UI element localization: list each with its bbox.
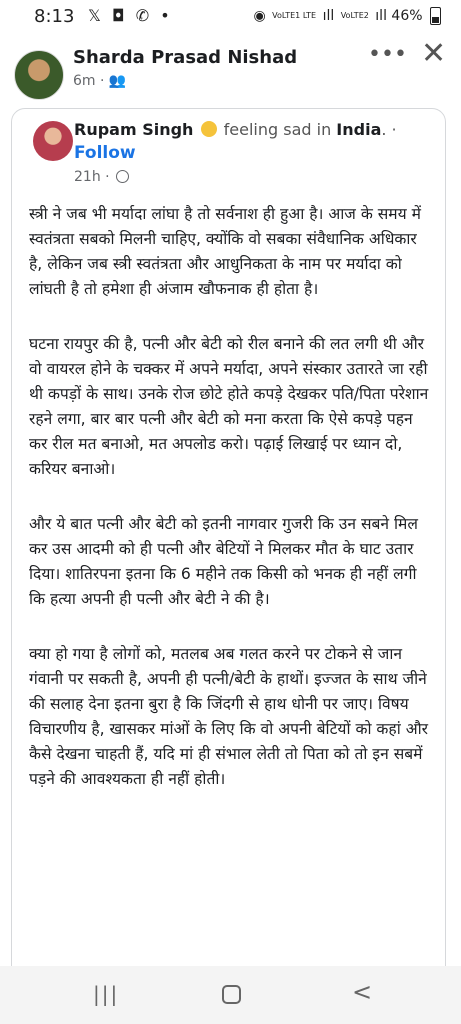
more-options-icon[interactable]: ••• (368, 42, 407, 67)
follow-button[interactable]: Follow (74, 143, 136, 163)
paragraph-1: स्त्री ने जब भी मर्यादा लांघा है तो सर्वनाश ही हुआ है। आज के समय में स्वतंत्रता सबको मिलनी चाहिए, क्योंकि वो सबका संवैधानिक अधिकार है, लेकिन जब स्त्री स्वतंत्रता और आधुनिकता के नाम पर मर्यादा को लांघती है तो हमेशा ही अंजाम खौफनाक ही होता है। (29, 205, 421, 298)
status-right (253, 7, 441, 25)
friends-icon: 👥 (108, 73, 127, 89)
status-bar (0, 0, 461, 34)
shared-author-line (74, 120, 397, 139)
avatar[interactable] (14, 50, 64, 100)
post-time[interactable]: 6m (73, 73, 96, 89)
post-header (0, 34, 461, 104)
signal-icon-2: ıll (375, 8, 387, 24)
network-indicator-2: VoLTE2 (340, 11, 369, 20)
location-link[interactable]: India (336, 120, 382, 139)
feeling-text: feeling sad in (223, 120, 332, 139)
close-icon[interactable]: ✕ (421, 36, 447, 71)
shared-author-name[interactable]: Rupam Singh (74, 120, 194, 139)
author-name[interactable]: Sharda Prasad Nishad (73, 47, 298, 68)
status-time: 8:13 (34, 6, 75, 27)
notification-icons: 𝕏 ◘ ✆ • (88, 6, 173, 25)
battery-icon (430, 7, 441, 25)
shared-post-card (11, 108, 446, 990)
navigation-bar (0, 966, 461, 1024)
home-icon[interactable] (222, 985, 241, 1004)
network-indicator-1: VoLTE1 LTE (272, 11, 317, 20)
post-meta: 6m · 👥 (73, 73, 127, 89)
shared-time[interactable]: 21h (74, 169, 101, 185)
battery-percent: 46% (391, 8, 423, 24)
paragraph-2: घटना रायपुर की है, पत्नी और बेटी को रील बनाने की लत लगी थी और वो वायरल होने के चक्कर में अपने मर्यादा, अपने संस्कार उतारते जा रही थी कपड़ों के साथ। उनके रोज छोटे होते कपड़े देखकर पति/पिता परेशान रहने लगा, बार बार पत्नी और बेटी को मना करता कि ऐसे कपड़े पहन कर रील मत बनाओ, मत अपलोड करो। पढ़ाई लिखाई पर ध्यान दो, करियर बनाओ। (29, 335, 429, 478)
shared-meta: 21h · (74, 169, 129, 185)
paragraph-4: क्या हो गया है लोगों को, मतलब अब गलत करने पर टोकने से जान गंवानी पर सकती है, अपनी ही पत्नी/बेटी के हाथों। इज्जत के साथ जीने की सलाह देना इतना बुरा है कि जिंदगी से हाथ धोनी पर जाए। विषय विचारणीय है, खासकर मांओं के लिए कि वो अपनी बेटियों को कहां और कैसे देखना चाहती हैं, यदि मां ही संभाल लेती तो पिता को तो इन सबमें पड़ने की आवश्यकता ही नहीं होती। (29, 645, 429, 788)
back-icon[interactable]: < (352, 978, 373, 1006)
signal-icon: ıll (322, 8, 335, 24)
separator: . · (381, 120, 397, 139)
post-body (29, 202, 434, 822)
paragraph-3: और ये बात पत्नी और बेटी को इतनी नागवार गुजरी कि उन सबने मिल कर उस आदमी को ही पत्नी और बेटियों ने मिलकर मौत के घाट उतार दिया। शातिरपना इतना कि 6 महीने तक किसी को भनक ही नहीं लगी कि हत्या अपनी ही पत्नी और बेटी ने की है। (29, 515, 418, 608)
sad-emoji-icon (201, 121, 217, 137)
hotspot-icon: ◉ (253, 8, 266, 24)
shared-avatar[interactable] (33, 121, 73, 161)
globe-icon (116, 170, 129, 183)
recent-apps-icon[interactable]: ||| (93, 982, 120, 1006)
